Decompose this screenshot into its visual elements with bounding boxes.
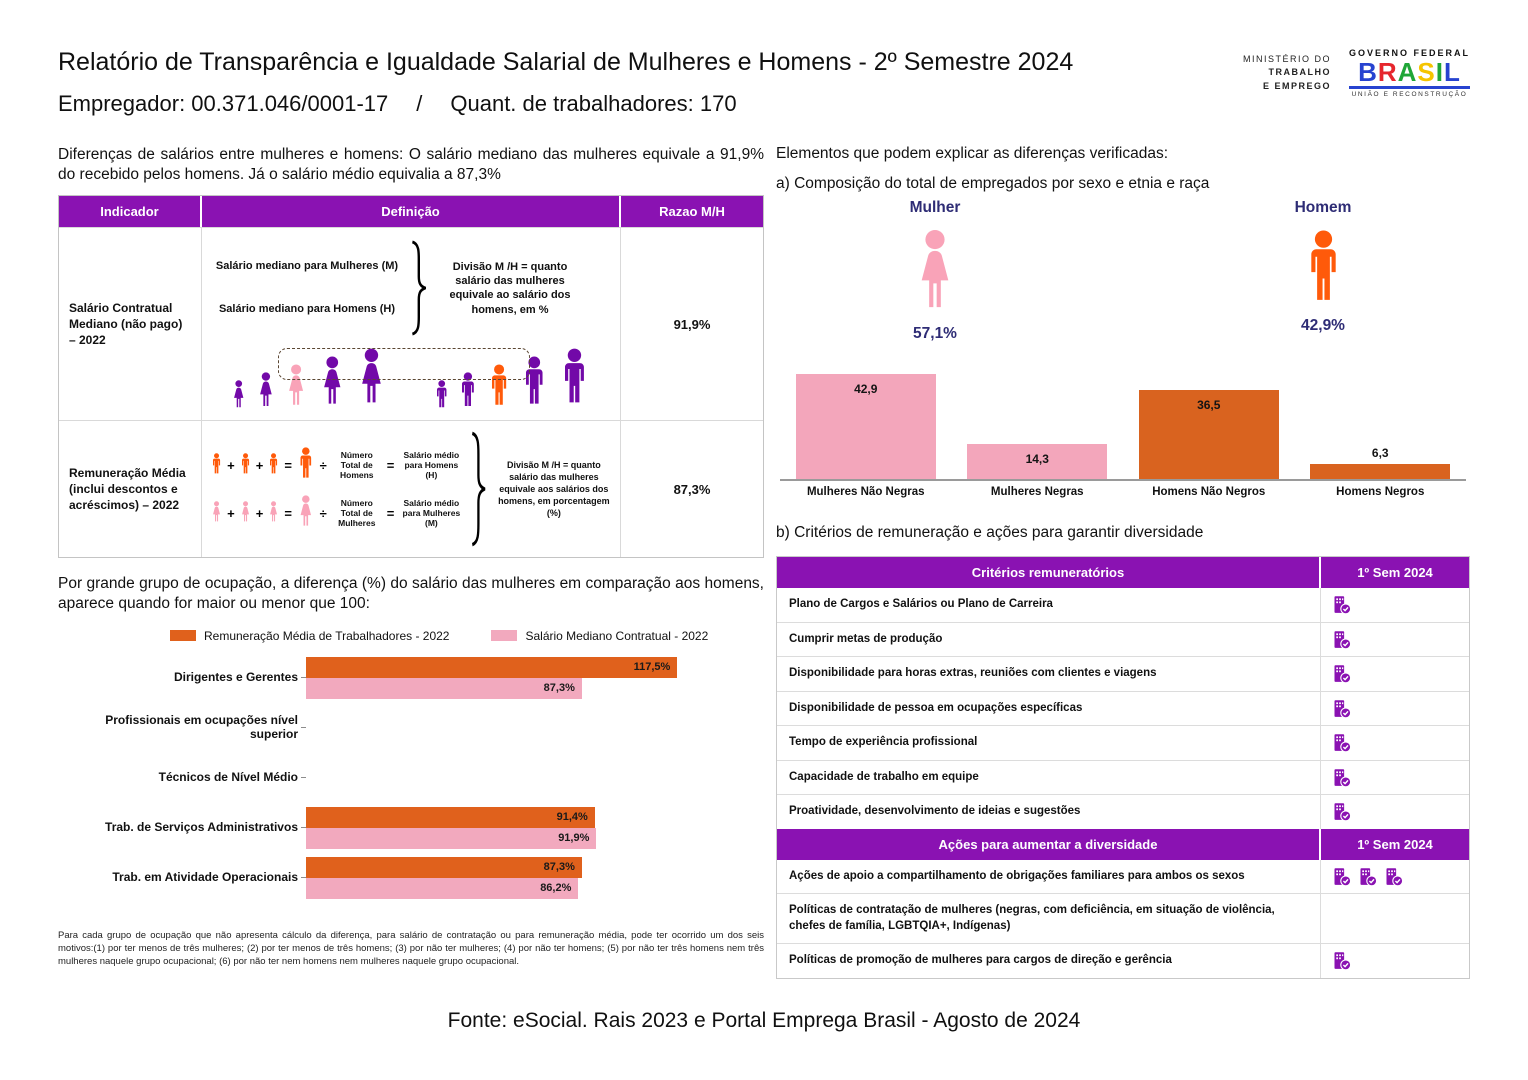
legend-label: Remuneração Média de Trabalhadores - 2022 — [204, 628, 450, 643]
race-category-label: Mulheres Negras — [990, 486, 1084, 498]
building-check-icon — [1357, 866, 1378, 887]
median-bar: 87,3% — [306, 678, 582, 699]
criteria-status — [1321, 623, 1469, 657]
right-column — [776, 145, 1470, 979]
homem-percentage: 42,9% — [1301, 317, 1345, 334]
race-bar-value: 14,3 — [1025, 451, 1049, 466]
occupation-label: Trab. de Serviços Administrativos — [105, 819, 298, 834]
division-note: Divisão M /H = quanto salário das mulheres equivale ao salário dos homens, em % — [449, 260, 571, 316]
divide-operator: ÷ — [319, 457, 327, 473]
occupation-row — [58, 753, 764, 803]
female-figure-icon — [255, 372, 277, 412]
male-figure-icon — [239, 453, 252, 477]
occupation-label: Profissionais em ocupações nível superior — [105, 712, 298, 741]
section-b-title: b) Critérios de remuneração e ações para garantir diversidade — [776, 524, 1204, 541]
actions-header-label: Ações para aumentar a diversidade — [777, 829, 1321, 860]
explanation-heading: Elementos que podem explicar as diferenças verificadas: — [776, 145, 1169, 162]
homem-block — [1228, 199, 1418, 343]
plus-operator: + — [227, 505, 235, 521]
race-bar-slot — [780, 361, 952, 479]
building-check-icon — [1331, 698, 1352, 719]
indicator-table-header — [59, 196, 763, 227]
building-check-icon — [1331, 801, 1352, 822]
criteria-period: 1º Sem 2024 — [1357, 565, 1433, 580]
female-figure-icon — [239, 501, 252, 525]
criteria-label: Capacidade de trabalho em equipe — [777, 761, 1321, 795]
occupation-row — [58, 703, 764, 753]
male-figure-icon — [267, 453, 280, 477]
criteria-status — [1321, 795, 1469, 829]
race-bar-value: 42,9 — [854, 381, 878, 396]
criteria-table — [776, 556, 1470, 979]
page-title: Relatório de Transparência e Igualdade Salarial de Mulheres e Homens - 2º Semestre 2024 — [58, 48, 1074, 76]
female-figure-icon — [296, 495, 316, 531]
criteria-row — [777, 761, 1469, 796]
building-check-icon — [1331, 663, 1352, 684]
brace-icon — [410, 240, 426, 336]
total-count-label: Número Total de Mulheres — [338, 498, 376, 529]
building-check-icon — [1331, 629, 1352, 650]
salary-difference-intro: Diferenças de salários entre mulheres e homens: O salário mediano das mulheres equivale a 91,9% do recebido pelos homens. Já o salário médio equivalia a 87,3% — [58, 146, 764, 184]
table-row-mean — [59, 420, 763, 557]
average-salary-label: Salário médio para Mulheres (M) — [402, 498, 461, 529]
male-figure-icon — [296, 447, 316, 483]
female-figure-icon — [910, 229, 960, 321]
female-figure-icon — [230, 380, 247, 412]
mulher-label: Mulher — [909, 199, 961, 216]
building-check-icon — [1331, 594, 1352, 615]
median-men-label: Salário mediano para Homens (H) — [218, 303, 396, 316]
men-average-formula — [210, 447, 464, 483]
gov-bottom-label: UNIÃO E RECONSTRUÇÃO — [1349, 86, 1470, 98]
sex-composition — [840, 199, 1418, 343]
brasil-letter: S — [1417, 57, 1436, 87]
action-row — [777, 944, 1469, 978]
report-header — [58, 42, 1470, 117]
women-average-formula — [210, 495, 464, 531]
logos — [1243, 48, 1470, 98]
race-bar-slot — [1295, 361, 1467, 479]
divide-operator: ÷ — [319, 505, 327, 521]
figure-spacer — [396, 411, 426, 412]
building-check-icon — [1331, 866, 1352, 887]
actions-header — [777, 829, 1469, 860]
criteria-label: Disponibilidade para horas extras, reuniões com clientes e viagens — [777, 657, 1321, 691]
plus-operator: + — [255, 505, 264, 521]
occupation-row — [58, 853, 764, 903]
occupation-intro: Por grande grupo de ocupação, a diferença (%) do salário das mulheres em comparação aos homens, aparece quando for maior ou menor que 100: — [58, 575, 764, 613]
criteria-status — [1321, 657, 1469, 691]
brace-icon — [470, 431, 485, 547]
definition-cell — [202, 228, 621, 420]
criteria-rows — [777, 588, 1469, 829]
male-figure-icon — [433, 380, 450, 412]
left-column — [58, 145, 764, 979]
race-bar-slot — [1123, 361, 1295, 479]
legend-item — [491, 629, 708, 643]
mean-bar: 117,5% — [306, 657, 677, 678]
col-definicao: Definição — [202, 196, 621, 227]
brasil-letter: B — [1358, 57, 1378, 87]
building-check-icon — [1331, 732, 1352, 753]
median-bar: 91,9% — [306, 828, 596, 849]
occupation-section — [58, 574, 764, 968]
plus-operator: + — [255, 457, 264, 473]
definition-cell — [202, 421, 621, 557]
criteria-row — [777, 623, 1469, 658]
criteria-label: Proatividade, desenvolvimento de ideias e sugestões — [777, 795, 1321, 829]
header-titles — [58, 42, 1073, 117]
race-bars — [780, 361, 1466, 481]
plus-operator: + — [227, 457, 235, 473]
indicator-label: Remuneração Média (inclui descontos e acréscimos) – 2022 — [59, 421, 202, 557]
mean-bar: 87,3% — [306, 857, 582, 878]
employer-value: Empregador: 00.371.046/0001-17 — [58, 91, 389, 116]
criteria-row — [777, 726, 1469, 761]
criteria-label: Políticas de promoção de mulheres para cargos de direção e gerência — [777, 944, 1321, 978]
mulher-block — [840, 199, 1030, 343]
occupation-chart-legend — [170, 629, 764, 643]
equals-operator: = — [386, 457, 395, 473]
brasil-letter: A — [1397, 57, 1418, 87]
average-salary-label: Salário médio para Homens (H) — [403, 450, 460, 481]
homem-label: Homem — [1294, 199, 1352, 216]
ratio-value: 91,9% — [673, 316, 711, 332]
criteria-status — [1321, 894, 1469, 943]
occupation-bars — [306, 657, 677, 699]
criteria-label: Cumprir metas de produção — [777, 623, 1321, 657]
median-figures — [202, 340, 620, 412]
race-bar-slot — [952, 361, 1124, 479]
brasil-wordmark — [1349, 59, 1470, 85]
gov-top-label: GOVERNO FEDERAL — [1348, 48, 1470, 58]
race-category-label: Mulheres Não Negras — [806, 486, 925, 498]
separator: / — [416, 91, 423, 116]
col-razao: Razao M/H — [659, 204, 725, 220]
race-bar-chart — [780, 361, 1466, 498]
median-highlight-box — [278, 348, 530, 380]
action-row — [777, 894, 1469, 944]
workers-count: Quant. de trabalhadores: 170 — [450, 91, 737, 116]
occupation-bar-chart — [58, 653, 764, 903]
governo-federal-logo — [1349, 48, 1470, 98]
brasil-letter: R — [1377, 57, 1398, 87]
occupation-footnote: Para cada grupo de ocupação que não apresenta cálculo da diferença, para salário de contratação ou para remuneração média, pode ter ocorrido um dos seis motivos:(1) por ter menos de três mulheres; (2) por ter menos de três homens; (3) por não ter mulheres; (4) por não ter homens; (5) por não ter três homens nem três mulheres naquele grupo ocupacional; (6) por não ter nem homens nem mulheres naquele grupo ocupacional. — [58, 929, 764, 968]
occupation-bars — [306, 857, 582, 899]
tick-mark — [301, 777, 306, 779]
race-bar — [1310, 464, 1450, 479]
action-row — [777, 860, 1469, 895]
criteria-label: Plano de Cargos e Salários ou Plano de Carreira — [777, 588, 1321, 622]
brasil-letter: I — [1435, 57, 1444, 87]
criteria-status — [1321, 860, 1469, 894]
criteria-status — [1321, 944, 1469, 978]
building-check-icon — [1383, 866, 1404, 887]
race-bar-value: 36,5 — [1197, 397, 1221, 412]
actions-period: 1º Sem 2024 — [1357, 836, 1433, 852]
criteria-row — [777, 588, 1469, 623]
criteria-status — [1321, 692, 1469, 726]
ratio-value: 87,3% — [673, 481, 711, 497]
race-categories — [780, 486, 1466, 498]
median-bar: 86,2% — [306, 878, 578, 899]
employer-line — [58, 91, 1073, 117]
occupation-row — [58, 653, 764, 703]
tick-mark — [301, 727, 306, 729]
mulher-percentage: 57,1% — [913, 325, 957, 342]
criteria-status — [1321, 761, 1469, 795]
criteria-label: Tempo de experiência profissional — [777, 726, 1321, 760]
criteria-row — [777, 692, 1469, 727]
equals-operator: = — [284, 457, 293, 473]
occupation-label: Dirigentes e Gerentes — [173, 669, 298, 684]
ministry-logo — [1243, 53, 1331, 94]
criteria-label: Ações de apoio a compartilhamento de obrigações familiares para ambos os sexos — [777, 860, 1321, 894]
equals-operator: = — [386, 505, 395, 521]
table-row-median — [59, 227, 763, 420]
occupation-label: Trab. em Atividade Operacionais — [112, 869, 298, 884]
legend-swatch — [170, 630, 196, 641]
criteria-label: Políticas de contratação de mulheres (negras, com deficiência, em situação de violência, chefes de família, LGBTQIA+, Indígenas) — [777, 894, 1321, 943]
action-rows — [777, 860, 1469, 978]
equals-operator: = — [284, 505, 293, 521]
race-bar-value: 6,3 — [1371, 445, 1389, 460]
mean-bar: 91,4% — [306, 807, 595, 828]
indicator-label: Salário Contratual Mediano (não pago) – 2022 — [59, 228, 202, 420]
col-indicador: Indicador — [59, 196, 202, 227]
ministry-line-2: TRABALHO — [1268, 67, 1331, 78]
brasil-letter: L — [1444, 57, 1461, 87]
occupation-label: Técnicos de Nível Médio — [158, 769, 298, 784]
indicator-table — [58, 195, 764, 558]
division-note: Divisão M /H = quanto salário das mulheres equivale aos salários dos homens, em porcentagem (%) — [498, 459, 610, 519]
building-check-icon — [1331, 767, 1352, 788]
legend-label: Salário Mediano Contratual - 2022 — [525, 628, 709, 643]
criteria-header-label: Critérios remuneratórios — [777, 557, 1321, 588]
male-figure-icon — [210, 453, 223, 477]
building-check-icon — [1331, 950, 1352, 971]
source-footer: Fonte: eSocial. Rais 2023 e Portal Emprega Brasil - Agosto de 2024 — [447, 1008, 1081, 1032]
section-a-title: a) Composição do total de empregados por sexo e etnia e raça — [776, 175, 1210, 192]
female-figure-icon — [267, 501, 280, 525]
median-women-label: Salário mediano para Mulheres (M) — [215, 260, 399, 273]
criteria-label: Disponibilidade de pessoa em ocupações específicas — [777, 692, 1321, 726]
race-category-label: Homens Não Negros — [1152, 486, 1266, 498]
male-figure-icon — [1301, 229, 1346, 313]
ministry-line-3: E EMPREGO — [1262, 80, 1331, 91]
female-figure-icon — [210, 501, 223, 525]
criteria-row — [777, 795, 1469, 829]
legend-swatch — [491, 630, 517, 641]
total-count-label: Número Total de Homens — [340, 450, 374, 481]
criteria-row — [777, 657, 1469, 692]
criteria-status — [1321, 588, 1469, 622]
occupation-row — [58, 803, 764, 853]
occupation-bars — [306, 807, 596, 849]
criteria-status — [1321, 726, 1469, 760]
ministry-line-1: MINISTÉRIO DO — [1242, 53, 1331, 64]
legend-item — [170, 629, 449, 643]
race-category-label: Homens Negros — [1336, 486, 1425, 498]
male-figure-icon — [557, 348, 592, 412]
criteria-header — [777, 557, 1469, 588]
